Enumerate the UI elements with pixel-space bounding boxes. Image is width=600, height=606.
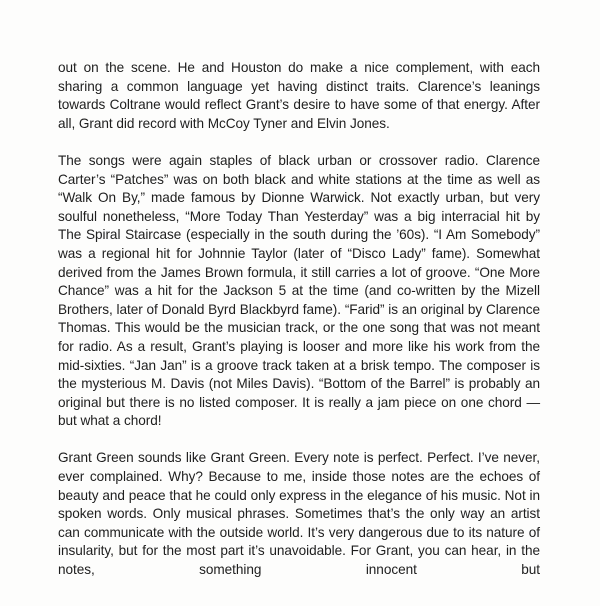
paragraph-song-selection: The songs were again staples of black urban or crossover radio. Clarence Carter’s “Patches” was on both black and white stations at the time as well as “Walk On By,” made famous by Dionne Warwick. Not exactly urban, but very soulful nonetheless, “More Today Than Yesterday” was a big interracial hit by The Spiral Staircase (especially in the south during the ’60s). “I Am Somebody” was a regional hit for Johnnie Taylor (later of “Disco Lady” fame). Somewhat derived from the James Brown formula, it still carries a lot of groove. “One More Chance” was a hit for the Jackson 5 at the time (and co-written by the Mizell Brothers, later of Donald Byrd Blackbyrd fame). “Farid” is an original by Clarence Thomas. This would be the musician track, or the one song that was not meant for radio. As a result, Grant’s playing is looser and more like his work from the mid-sixties. “Jan Jan” is a groove track taken at a brisk tempo. The composer is the mysterious M. Davis (not Miles Davis). “Bottom of the Barrel” is probably an original but there is no listed composer. It is really a jam piece on one chord — but what a chord! (58, 152, 540, 429)
paragraph-houston-comparison: out on the scene. He and Houston do make a nice complement, with each sharing a common language yet having distinct traits. Clarence’s leanings towards Coltrane would reflect Grant’s desire to have some of that energy. After all, Grant did record with McCoy Tyner and Elvin Jones. (58, 60, 540, 131)
paragraph-grant-green-sound: Grant Green sounds like Grant Green. Every note is perfect. Perfect. I’ve never, ever complained. Why? Because to me, inside those notes are the echoes of beauty and peace that he could only express in the elegance of his music. Not in spoken words. Only musical phrases. Sometimes that’s the only way an artist can communicate with the outside world. It’s very dangerous due to its nature of insularity, but for the most part it’s unavoidable. For Grant, you can hear, in the notes, something innocent but (58, 450, 540, 578)
document-page (58, 59, 540, 598)
